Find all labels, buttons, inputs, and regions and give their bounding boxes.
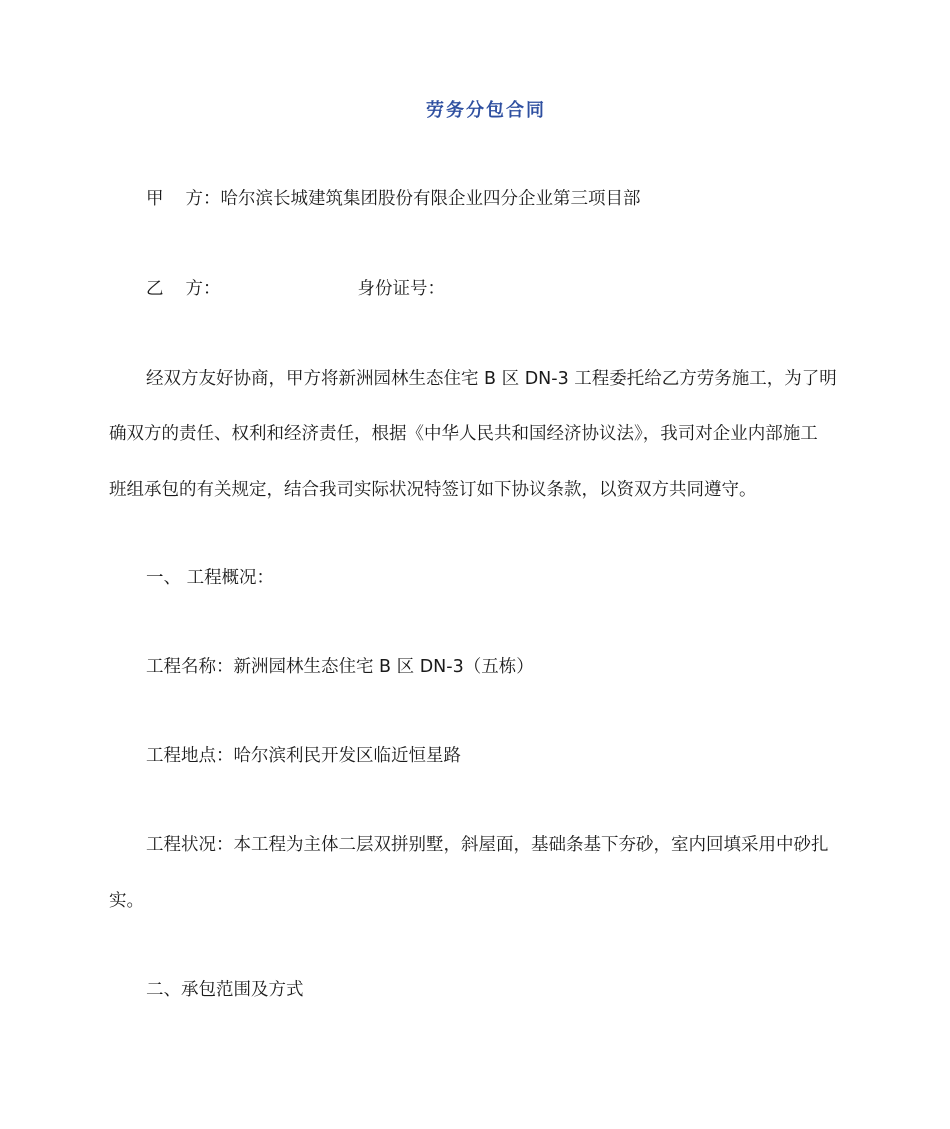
party-a-label-char2: 方： bbox=[185, 189, 221, 209]
project-status-line-1: 工程状况：本工程为主体二层双拼别墅，斜屋面，基础条基下夯砂，室内回填采用中砂扎 bbox=[146, 835, 829, 855]
project-name: 工程名称：新洲园林生态住宅 B 区 DN-3（五栋） bbox=[146, 657, 534, 677]
intro-line-1: 经双方友好协商，甲方将新洲园林生态住宅 B 区 DN-3 工程委托给乙方劳务施工，为了明 bbox=[146, 369, 837, 389]
project-status-line-2: 实。 bbox=[109, 891, 144, 911]
party-b-line bbox=[146, 277, 445, 301]
intro-line-2: 确双方的责任、权利和经济责任，根据《中华人民共和国经济协议法》，我司对企业内部施工 bbox=[109, 424, 818, 444]
party-a-line bbox=[146, 187, 641, 211]
party-b-label-char2: 方： bbox=[185, 279, 221, 299]
party-b-label-char1: 乙 bbox=[146, 279, 164, 299]
document-title: 劳务分包合同 bbox=[426, 100, 546, 121]
project-location: 工程地点：哈尔滨利民开发区临近恒星路 bbox=[146, 746, 461, 766]
party-a-value: 哈尔滨长城建筑集团股份有限企业四分企业第三项目部 bbox=[220, 189, 641, 209]
intro-line-3: 班组承包的有关规定，结合我司实际状况特签订如下协议条款，以资双方共同遵守。 bbox=[109, 480, 757, 500]
party-a-label-char1: 甲 bbox=[146, 189, 164, 209]
section-2-heading: 二、承包范围及方式 bbox=[146, 980, 304, 1000]
party-b-id-label: 身份证号： bbox=[357, 279, 445, 299]
section-1-heading: 一、 工程概况： bbox=[146, 568, 275, 588]
